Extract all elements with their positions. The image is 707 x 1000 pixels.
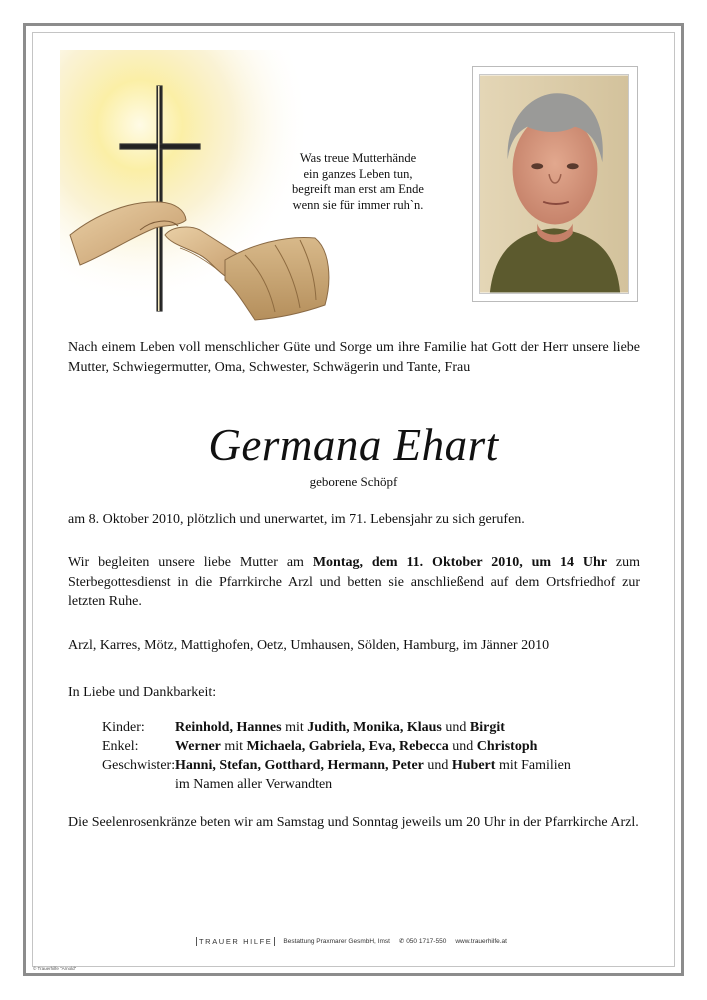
footer	[196, 935, 507, 947]
love-line: In Liebe und Dankbarkeit:	[68, 685, 217, 700]
service-date-time: Montag, dem 11. Oktober 2010, um 14 Uhr	[312, 555, 607, 570]
service-text: Wir begleiten unsere liebe Mutter am	[68, 555, 313, 570]
portrait-photo	[479, 74, 629, 294]
footer-website[interactable]: www.trauerhilfe.at	[455, 937, 507, 945]
family-names: Werner mit Michaela, Gabriela, Eva, Rebecca und Christoph	[175, 739, 538, 754]
family-row-grandchildren	[102, 737, 635, 756]
portrait-frame	[472, 66, 638, 302]
poem-line: ein ganzes Leben tun,	[303, 166, 413, 181]
rosary-paragraph: Die Seelenrosenkränze beten wir am Samstag und Sonntag jeweils um 20 Uhr in der Pfarrkirche Arzl.	[68, 815, 639, 830]
family-row-siblings	[102, 756, 635, 794]
relatives-line: im Namen aller Verwandten	[175, 777, 333, 792]
deceased-name: Germana Ehart	[208, 420, 499, 470]
poem-line: begreift man erst am Ende	[292, 182, 424, 197]
intro-paragraph: Nach einem Leben voll menschlicher Güte und Sorge um ihre Familie hat Gott der Herr unsere liebe Mutter, Schwiegermutter, Oma, Schwester, Schwägerin und Tante, Frau	[68, 340, 640, 375]
family-names: Hanni, Stefan, Gotthard, Hermann, Peter und Hubert mit Familien im Namen aller Verwandten	[175, 758, 571, 792]
footer-company: Bestattung Praxmarer GesmbH, Imst	[283, 937, 390, 945]
copyright-note: © Trauerhilfe "Arnold"	[33, 966, 77, 971]
poem-line: Was treue Mutterhände	[299, 151, 417, 165]
maiden-name: geborene Schöpf	[309, 474, 398, 489]
poem	[258, 151, 458, 213]
family-label: Kinder:	[102, 720, 145, 735]
family-label: Geschwister:	[102, 758, 176, 773]
funeral-service-paragraph	[68, 553, 640, 612]
places-and-date: Arzl, Karres, Mötz, Mattighofen, Oetz, Umhausen, Sölden, Hamburg, im Jänner 2010	[68, 638, 550, 653]
family-list	[102, 718, 635, 794]
family-label: Enkel:	[102, 739, 139, 754]
footer-phone[interactable]: ✆ 050 1717-550	[398, 938, 447, 945]
trauerhilfe-logo: TRAUER HILFE	[196, 937, 275, 946]
death-notice: am 8. Oktober 2010, plötzlich und unerwartet, im 71. Lebensjahr zu sich gerufen.	[68, 512, 525, 527]
poem-line: wenn sie für immer ruh`n.	[292, 197, 424, 212]
family-names: Reinhold, Hannes mit Judith, Monika, Klaus und Birgit	[175, 720, 505, 735]
service-text: zum Sterbegottesdienst in die Pfarrkirche Arzl und betten sie anschließend auf dem Ortsfriedhof zur letzten Ruhe.	[68, 555, 640, 609]
family-row-children	[102, 718, 635, 737]
